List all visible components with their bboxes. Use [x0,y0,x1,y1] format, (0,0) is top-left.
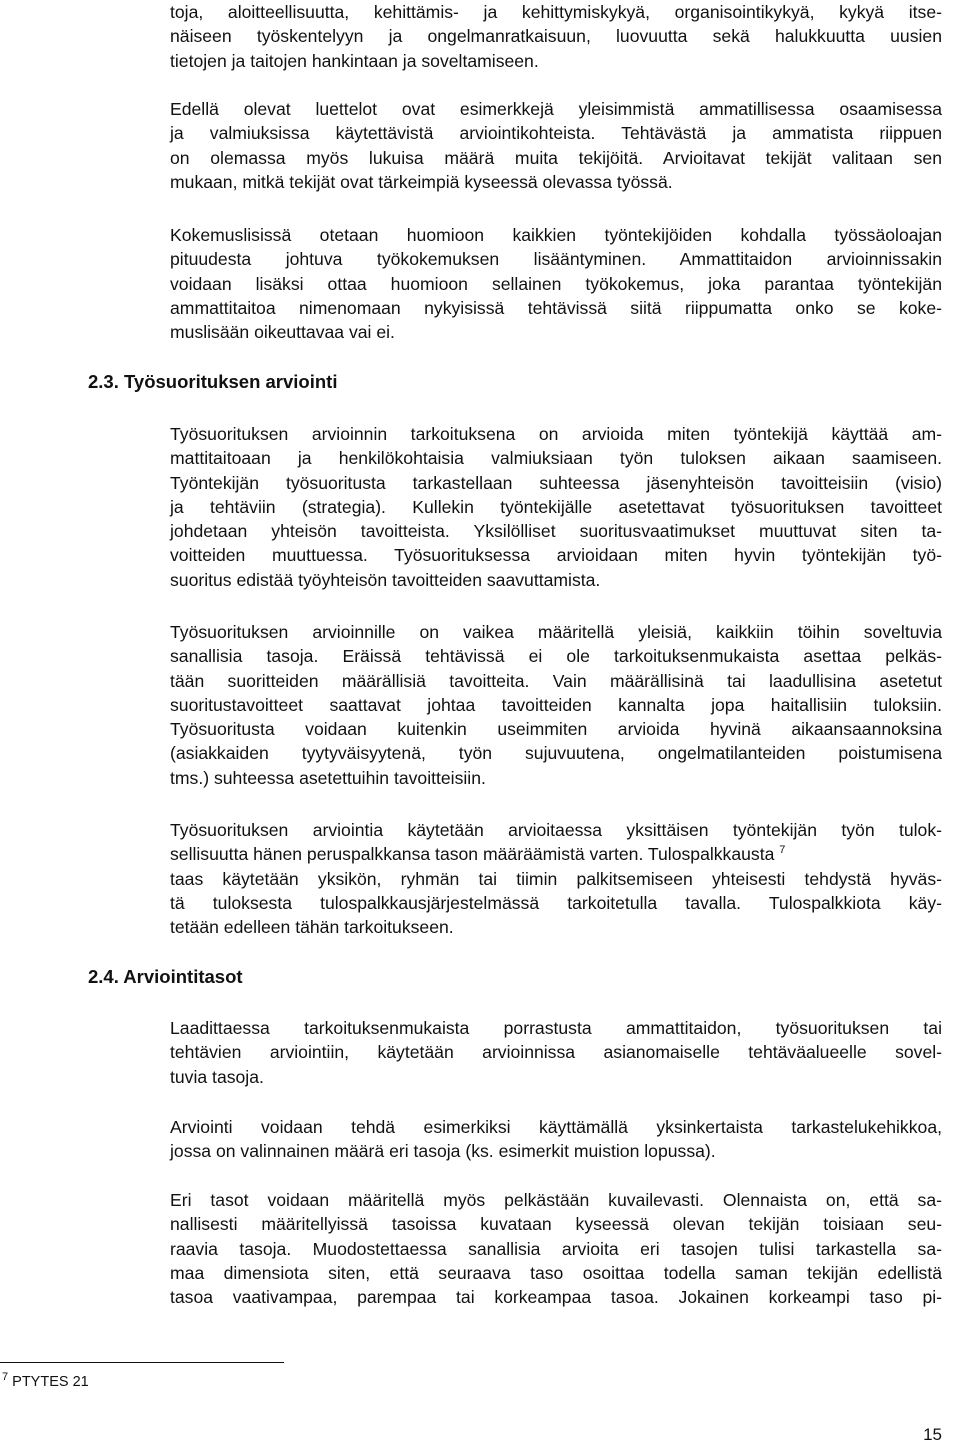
paragraph-1 [170,97,942,194]
text-line: muslisään oikeuttavaa vai ei. [170,322,395,343]
text-line: Työsuorituksen arvioinnille on vaikea määritellä yleisiä, kaikkiin töihin soveltuvia [170,622,942,642]
text-line: ja valmiuksissa käytettävistä arviointikohteista. Tehtävästä ja ammatista riippuen [170,123,942,144]
paragraph-0 [170,0,942,73]
text-line: tehtävien arviointiin, käytetään arvioinnissa asianomaiselle tehtäväalueelle sovel- [170,1042,942,1063]
text-line: mukaan, mitkä tekijät ovat tärkeimpiä kyseessä olevassa työssä. [170,171,673,192]
paragraph-5 [170,818,942,939]
text-line: sanallisia tasoja. Eräissä tehtävissä ei ole tarkoituksenmukaista asettaa pelkäs- [170,646,942,667]
text-line: mattitaitoaan ja henkilökohtaisia valmiuksiaan työn tuloksen aikaan saamiseen. [170,448,942,469]
text-line: tä tuloksesta tulospalkkausjärjestelmässä tarkoitetulla tavalla. Tulospalkkiota käy- [170,892,942,913]
text-line: suoritus edistää työyhteisön tavoitteiden saavuttamista. [170,569,601,590]
text-line: raavia tasoja. Muodostettaessa sanallisia arvioita eri tasojen tulisi tarkastella sa- [170,1238,942,1259]
footnote-text: PTYTES 21 [12,1374,89,1390]
paragraph-3 [170,422,942,592]
text-line: suoritustavoitteet saattavat johtaa tavoitteiden kannalta jopa haitallisiin tuloksiin. [170,694,942,715]
text-line: Eri tasot voidaan määritellä myös pelkästään kuvailevasti. Olennaista on, että sa- [170,1190,942,1210]
text-line: pituudesta johtuva työkokemuksen lisääntyminen. Ammattitaidon arvioinnissakin [170,249,942,270]
text-line [170,842,942,866]
text-line: Kokemuslisissä otetaan huomioon kaikkien työntekijöiden kohdalla työssäoloajan [170,225,942,245]
paragraph-4 [170,620,942,790]
paragraph-2 [170,223,942,344]
page-number: 15 [923,1425,942,1444]
text-line: ammattitaitoa nimenomaan nykyisissä tehtävissä siitä riippumatta onko se koke- [170,297,942,318]
text-line: tetään edelleen tähän tarkoitukseen. [170,917,454,938]
text-line: näiseen työskentelyyn ja ongelmanratkaisuun, luovuutta sekä halukkuutta uusien [170,26,942,47]
text-line: voidaan lisäksi ottaa huomioon sellainen työkokemus, joka parantaa työntekijän [170,273,942,294]
text-line: nallisesti määritellyissä tasoissa kuvataan kyseessä olevan tekijän toisiaan seu- [170,1214,942,1235]
text-line: jossa on valinnainen määrä eri tasoja (ks. esimerkit muistion lopussa). [170,1141,716,1162]
text-line: johdetaan yhteisön tavoitteista. Yksilölliset suoritusvaatimukset muuttuvat siten ta- [170,521,942,542]
text-line: Työntekijän työsuoritusta tarkastellaan suhteessa jäsenyhteisön tavoitteisiin (visio) [170,472,942,493]
paragraph-7 [170,1115,942,1164]
text-line: Työsuoritusta voidaan kuitenkin useimmiten arvioida hyvinä aikaansaannoksina [170,719,942,740]
paragraph-6 [170,1016,942,1089]
paragraph-8 [170,1188,942,1309]
text-line: tms.) suhteessa asetettuihin tavoitteisiin. [170,767,486,788]
footnote-reference: 7 [779,844,786,857]
text-line: tuvia tasoja. [170,1066,264,1087]
text-line: Työsuorituksen arvioinnin tarkoituksena on arvioida miten työntekijä käyttää am- [170,424,942,444]
text-line: toja, aloitteellisuutta, kehittämis- ja kehittymiskykyä, organisointikykyä, kykyä itse- [170,2,942,22]
text-line: tasoa vaativampaa, parempaa tai korkeampaa tasoa. Jokainen korkeampi taso pi- [170,1287,942,1308]
text-line: taas käytetään yksikön, ryhmän tai tiimin palkitsemiseen yhteisesti tehdystä hyväs- [170,868,942,889]
footnote-separator [0,1362,284,1363]
text-line: voitteiden muuttuessa. Työsuorituksessa arvioidaan miten hyvin työntekijän työ- [170,545,942,566]
footnote-marker: 7 [2,1371,9,1384]
text-fragment: sellisuutta hänen peruspalkkansa tason määräämistä varten. Tulospalkkausta [170,844,775,865]
text-line: Edellä olevat luettelot ovat esimerkkejä yleisimmistä ammatillisessa osaamisessa [170,99,942,119]
text-line: Työsuorituksen arviointia käytetään arvioitaessa yksittäisen työntekijän työn tulok- [170,820,942,840]
text-line: ja tehtäviin (strategia). Kullekin työntekijälle asetettavat työsuorituksen tavoitteet [170,496,942,517]
text-line: Laadittaessa tarkoituksenmukaista porrastusta ammattitaidon, työsuorituksen tai [170,1018,942,1038]
text-line: tietojen ja taitojen hankintaan ja soveltamiseen. [170,50,539,71]
text-line: (asiakkaiden tyytyväisyytenä, työn sujuvuutena, ongelmatilanteiden poistumisena [170,743,942,764]
section-heading-2-3: 2.3. Työsuorituksen arviointi [88,371,338,392]
text-line: tään suoritteiden määrällisiä tavoitteita. Vain määrällisinä tai laadullisina asetetut [170,670,942,691]
footnote [2,1371,89,1390]
text-line: maa dimensiota siten, että seuraava taso osoittaa todella saman tekijän edellistä [170,1262,942,1283]
text-line: on olemassa myös lukuisa määrä muita tekijöitä. Arvioitavat tekijät valitaan sen [170,147,942,168]
section-heading-2-4: 2.4. Arviointitasot [88,966,243,987]
text-line: Arviointi voidaan tehdä esimerkiksi käyttämällä yksinkertaista tarkastelukehikkoa, [170,1117,942,1137]
